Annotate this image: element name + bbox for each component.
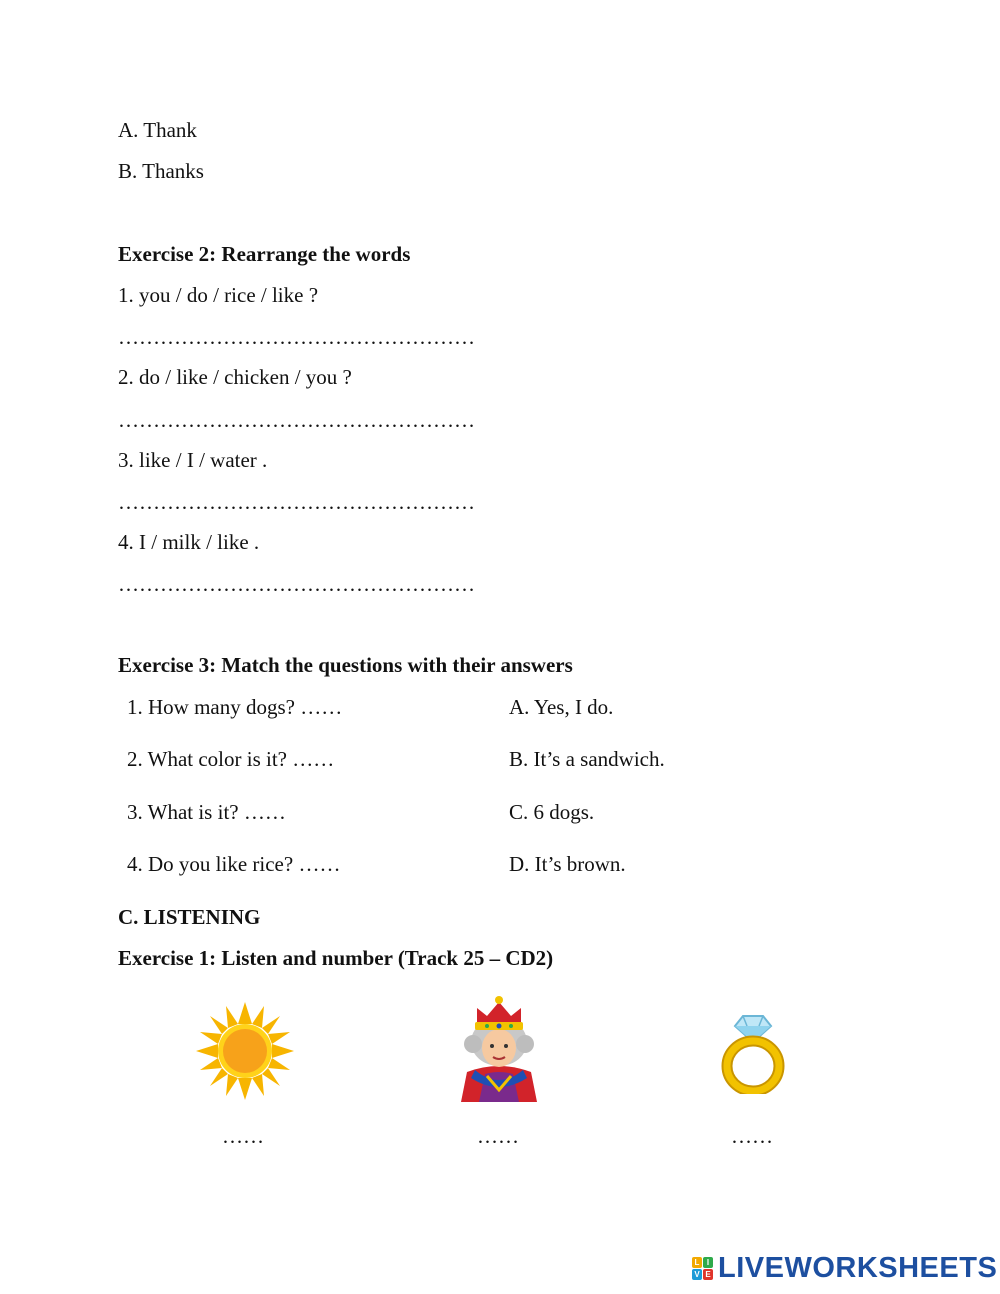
option-b[interactable]: B. Thanks [118, 159, 204, 183]
logo-mark-letter-i: I [703, 1257, 713, 1268]
ex3-answer-a: A. Yes, I do. [509, 695, 614, 719]
ex3-question-2[interactable]: 2. What color is it? …… [127, 747, 335, 771]
exercise-3-heading: Exercise 3: Match the questions with their answers [118, 653, 573, 677]
ex3-question-4[interactable]: 4. Do you like rice? …… [127, 852, 341, 876]
logo-mark-letter-v: V [692, 1269, 702, 1280]
ex3-answer-d: D. It’s brown. [509, 852, 626, 876]
ex2-answer-line-1[interactable]: …………………………………………… [118, 325, 475, 349]
ex2-prompt-1: 1. you / do / rice / like ? [118, 283, 319, 307]
ex2-prompt-4: 4. I / milk / like . [118, 530, 260, 554]
liveworksheets-logo[interactable] [692, 1252, 998, 1286]
listening-blank-2[interactable]: …… [477, 1124, 519, 1148]
logo-mark-icon [692, 1257, 714, 1281]
ex3-question-3[interactable]: 3. What is it? …… [127, 800, 286, 824]
exercise-2-heading: Exercise 2: Rearrange the words [118, 242, 411, 266]
ring-icon [721, 1008, 785, 1094]
ex3-question-1[interactable]: 1. How many dogs? …… [127, 695, 343, 719]
listening-exercise-1-heading: Exercise 1: Listen and number (Track 25 – CD2) [118, 946, 554, 970]
ex3-answer-c: C. 6 dogs. [509, 800, 595, 824]
section-listening-title: C. LISTENING [118, 905, 261, 929]
option-a[interactable]: A. Thank [118, 118, 197, 142]
ex2-answer-line-2[interactable]: …………………………………………… [118, 408, 475, 432]
listening-blank-1[interactable]: …… [222, 1124, 264, 1148]
ex2-answer-line-4[interactable]: …………………………………………… [118, 572, 475, 596]
logo-mark-letter-l: L [692, 1257, 702, 1268]
queen-icon [457, 994, 541, 1104]
ex2-prompt-2: 2. do / like / chicken / you ? [118, 365, 352, 389]
ex2-answer-line-3[interactable]: …………………………………………… [118, 490, 475, 514]
ex2-prompt-3: 3. like / I / water . [118, 448, 268, 472]
logo-mark-letter-e: E [703, 1269, 713, 1280]
sun-icon [196, 1002, 294, 1100]
logo-text: LIVEWORKSHEETS [718, 1252, 998, 1284]
listening-blank-3[interactable]: …… [731, 1124, 773, 1148]
ex3-answer-b: B. It’s a sandwich. [509, 747, 665, 771]
